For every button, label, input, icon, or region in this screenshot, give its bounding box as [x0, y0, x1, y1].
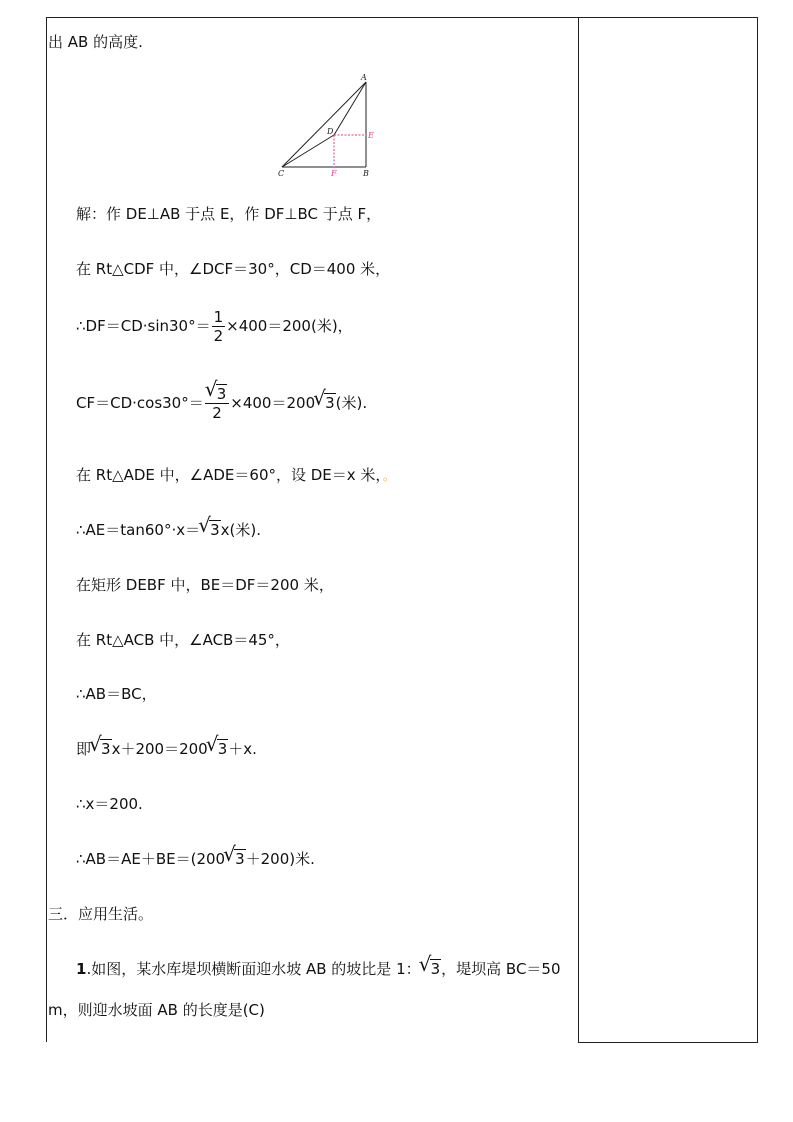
sqrt-symbol [225, 849, 246, 869]
l10-post: ＋x. [228, 740, 257, 758]
radicand: 3 [101, 740, 111, 758]
intro-line: 出 AB 的高度. [48, 33, 143, 51]
table-right-border [757, 17, 758, 1043]
sqrt-symbol [207, 385, 228, 403]
l6-pre: ∴AE＝tan60°·x＝ [76, 521, 201, 539]
radicand: 3 [216, 385, 227, 403]
fraction-root3-over-2 [205, 385, 230, 422]
l6-post: x(米). [220, 521, 262, 539]
exercise-line-1 [76, 959, 561, 979]
solution-line-2: 在 Rt△CDF 中，∠DCF＝30°，CD＝400 米， [76, 260, 391, 278]
table-left-border [46, 17, 47, 1042]
l10-mid: x＋200＝200 [111, 740, 208, 758]
radicand: 3 [217, 740, 228, 758]
sqrt-symbol [208, 739, 229, 759]
sqrt-symbol [200, 520, 221, 540]
sqrt-symbol [421, 959, 442, 979]
l5-text: 在 Rt△ADE 中，∠ADE＝60°，设 DE＝x 米， [76, 466, 383, 484]
l3-post: ×400＝200(米)， [226, 317, 353, 335]
segment-CD [282, 135, 334, 167]
radicand: 3 [210, 521, 220, 539]
table-middle-border [578, 17, 579, 1043]
solution-line-6 [76, 520, 261, 540]
l4-post: (米). [335, 394, 368, 412]
radicand: 3 [325, 394, 335, 412]
label-C: C [278, 169, 285, 178]
segment-CA [282, 82, 366, 167]
solution-line-7: 在矩形 DEBF 中，BE＝DF＝200 米， [76, 576, 334, 594]
radicand: 3 [235, 850, 245, 868]
table-top-border [46, 17, 758, 18]
l3-pre: ∴DF＝CD·sin30°＝ [76, 317, 211, 335]
label-A: A [361, 73, 367, 82]
fraction-one-half [212, 308, 226, 345]
exercise-line1-pre: .如图，某水库堤坝横断面迎水坡 AB 的坡比是 1： [86, 960, 421, 978]
sqrt-symbol [91, 739, 112, 759]
section-heading: 三．应用生活。 [48, 905, 154, 923]
label-D: D [327, 127, 334, 136]
label-F: F [331, 169, 337, 178]
label-E: E [368, 131, 374, 140]
label-B: B [363, 169, 369, 178]
solution-line-9: ∴AB＝BC， [76, 685, 157, 703]
solution-line-5 [76, 465, 395, 486]
triangle-figure [272, 70, 382, 182]
format-mark: 。 [382, 469, 395, 483]
l4-pre: CF＝CD·cos30°＝ [76, 394, 204, 412]
frac-den: 2 [212, 404, 222, 422]
solution-line-4 [76, 383, 367, 423]
l12-post: ＋200)米. [245, 850, 315, 868]
l10-pre: 即 [76, 740, 92, 758]
frac-num: 1 [213, 308, 224, 326]
solution-line-10 [76, 739, 257, 759]
radicand: 3 [430, 960, 441, 978]
right-cell-bottom-border [578, 1042, 758, 1043]
segment-DA [334, 82, 366, 135]
solution-line-11: ∴x＝200. [76, 795, 143, 813]
frac-num [205, 385, 230, 404]
l4-mid: ×400＝200 [230, 394, 316, 412]
solution-line-1: 解：作 DE⊥AB 于点 E，作 DF⊥BC 于点 F， [76, 205, 382, 223]
exercise-number: 1 [76, 960, 87, 978]
solution-line-8: 在 Rt△ACB 中，∠ACB＝45°， [76, 631, 290, 649]
exercise-line-2: m，则迎水坡面 AB 的长度是(C) [48, 1001, 265, 1019]
frac-den: 2 [213, 327, 224, 345]
l12-pre: ∴AB＝AE＋BE＝(200 [76, 850, 226, 868]
exercise-line1-post: ，堤坝高 BC＝50 [441, 960, 561, 978]
solution-line-3 [76, 308, 353, 345]
sqrt-symbol [315, 383, 336, 423]
solution-line-12 [76, 849, 315, 869]
